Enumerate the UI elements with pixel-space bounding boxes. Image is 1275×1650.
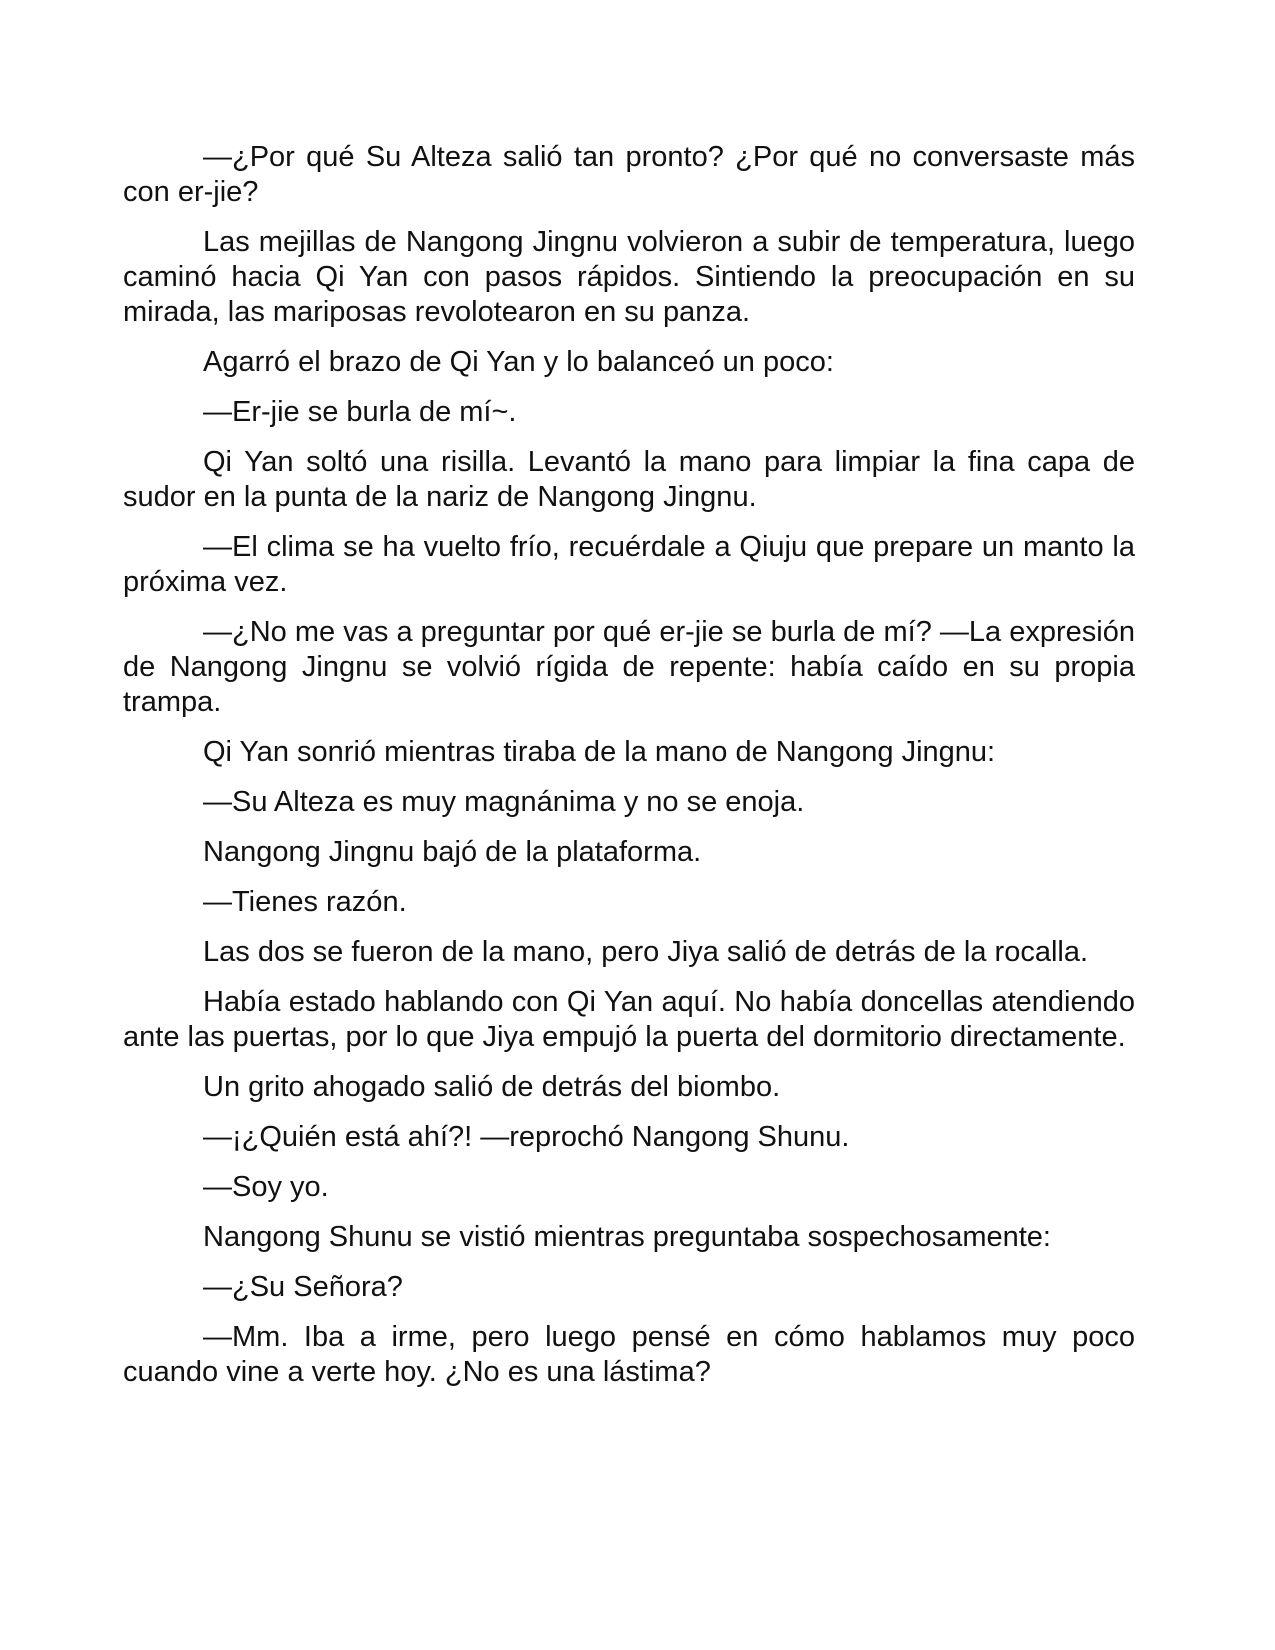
- paragraph: Las dos se fueron de la mano, pero Jiya salió de detrás de la rocalla.: [203, 936, 1089, 968]
- paragraph: —Su Alteza es muy magnánima y no se enoja.: [203, 786, 805, 818]
- paragraph: —El clima se ha vuelto frío, recuérdale a Qiuju que prepare un manto la próxima vez.: [123, 531, 1135, 598]
- paragraph: —Mm. Iba a irme, pero luego pensé en cómo hablamos muy poco cuando vine a verte hoy. ¿No es una lástima?: [123, 1321, 1135, 1388]
- paragraph: —¡¿Quién está ahí?! —reprochó Nangong Shunu.: [203, 1121, 850, 1153]
- paragraph: —¿Por qué Su Alteza salió tan pronto? ¿Por qué no conversaste más con er-jie?: [123, 141, 1135, 208]
- paragraph: —Tienes razón.: [203, 886, 407, 918]
- paragraph: —¿Su Señora?: [203, 1271, 403, 1303]
- paragraph: —¿No me vas a preguntar por qué er-jie se burla de mí? —La expresión de Nangong Jingnu se volvió rígida de repente: había caído en su propia trampa.: [123, 616, 1135, 718]
- paragraph: Qi Yan sonrió mientras tiraba de la mano de Nangong Jingnu:: [203, 736, 996, 768]
- document-page: [123, 140, 1135, 1405]
- paragraph: Un grito ahogado salió de detrás del biombo.: [203, 1071, 781, 1103]
- paragraph: Las mejillas de Nangong Jingnu volvieron a subir de temperatura, luego caminó hacia Qi Yan con pasos rápidos. Sintiendo la preocupación en su mirada, las mariposas revolotearon en su panza.: [123, 226, 1135, 328]
- paragraph: Nangong Jingnu bajó de la plataforma.: [203, 836, 702, 868]
- paragraph: —Soy yo.: [203, 1171, 329, 1203]
- paragraph: —Er-jie se burla de mí~.: [203, 396, 517, 428]
- paragraph: Qi Yan soltó una risilla. Levantó la mano para limpiar la fina capa de sudor en la punta de la nariz de Nangong Jingnu.: [123, 446, 1135, 513]
- paragraph: Nangong Shunu se vistió mientras preguntaba sospechosamente:: [203, 1221, 1051, 1253]
- paragraph: Había estado hablando con Qi Yan aquí. No había doncellas atendiendo ante las puertas, por lo que Jiya empujó la puerta del dormitorio directamente.: [123, 986, 1135, 1053]
- paragraph: Agarró el brazo de Qi Yan y lo balanceó un poco:: [203, 346, 834, 378]
